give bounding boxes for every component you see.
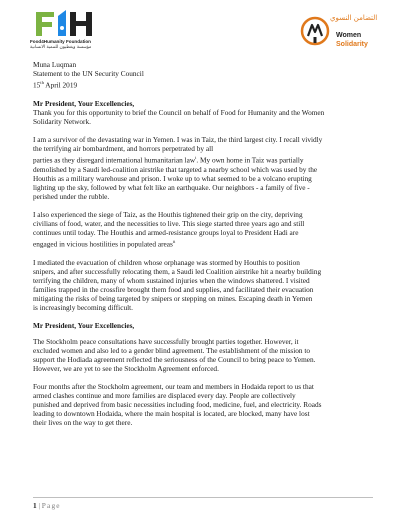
paragraph-4-line: snipers, and after successfully relocating them, a Saudi led Coalition airstrike hit a nearby building (33, 266, 322, 276)
paragraph-6-line: armed clashes continue and more families are displaced every day. People are collectively (33, 390, 296, 400)
footnote-marker: ii (172, 239, 176, 245)
food4humanity-logo (30, 6, 120, 58)
page-footer (33, 497, 373, 511)
paragraph-3-line: continues until today. The Houthis and armed-resistance groups loyal to President Hadi are (33, 228, 299, 238)
document-title: Statement to the UN Security Council (33, 69, 144, 79)
date-day: 15 (33, 80, 41, 90)
paragraph-2-line: Houthis as a military warehouse and prison. I woke up to what seemed to be a volcano erupting (33, 173, 312, 183)
paragraph-6-line: Four months after the Stockholm agreement, our team and members in Hodaida report to us that (33, 381, 314, 391)
paragraph-4-line: mitigating the risks of being targeted by snipers or stepping on mines. Escaping death in Yemen (33, 294, 313, 304)
food4humanity-logo-mark (30, 6, 112, 40)
footnote-marker: i (195, 155, 197, 161)
food4humanity-logo-name: Food4Humanity Foundation (30, 39, 91, 44)
food4humanity-logo-arabic: مؤسسة ويغطيون للتنمية الانسانية (30, 45, 92, 50)
paragraph-6-line: their lives on the way to get there. (33, 418, 133, 428)
paragraph-2-line: I am a survivor of the devastating war in Yemen. I was in Taiz, the third largest city. I recall vividly (33, 134, 323, 144)
paragraph-1-line: Solidarity Network. (33, 116, 91, 126)
paragraph-2-line: perished under the rubble. (33, 191, 110, 201)
paragraph-4-line: terrifying the children, many of whom sustained injuries when the windows shattered. I visited (33, 276, 310, 286)
paragraph-2-fragment: parties as they disregard international humanitarian law (33, 155, 196, 165)
paragraph-2-line (33, 153, 373, 165)
page-separator: | (36, 501, 42, 510)
paragraph-4-line: families trapped in the crossfire brought them food and supplies, and facilitated their evacuation (33, 285, 314, 295)
paragraph-6-line: leading to downtown Hodaida, where the main hospital is located, are blocked, many have lost (33, 409, 310, 419)
paragraph-6-line: punished and deprived from basic necessities including food, medicine, fuel, and electricity. Roads (33, 400, 322, 410)
paragraph-5-line: The Stockholm peace consultations have successfully brought parties together. However, it (33, 336, 299, 346)
date-suffix: th (40, 80, 44, 86)
document-date (33, 78, 373, 90)
greeting-heading-2: Mr President, Your Excellencies, (33, 321, 135, 331)
paragraph-3-fragment: engaged in vicious hostilities in populated areas (33, 239, 173, 249)
paragraph-2-line: the terrifying air bombardment, and horrors perpetrated by all (33, 144, 214, 154)
paragraph-4-line: is increasingly becoming difficult. (33, 303, 133, 313)
paragraph-3-line (33, 237, 373, 249)
paragraph-1-line: Thank you for this opportunity to brief the Council on behalf of Food for Humanity and the Women (33, 107, 325, 117)
women-solidarity-logo-name-line2: Solidarity (336, 41, 368, 48)
greeting-heading-1: Mr President, Your Excellencies, (33, 98, 135, 108)
women-solidarity-logo-name-line1: Women (336, 32, 362, 39)
page-label: Page (41, 501, 61, 510)
author-name: Muna Luqman (33, 60, 77, 69)
women-solidarity-logo (300, 6, 380, 56)
paragraph-2-fragment: . My own home in Taiz was partially (196, 155, 304, 165)
paragraph-4-line: I mediated the evacuation of children whose orphanage was stormed by Houthis to position (33, 257, 300, 267)
women-solidarity-logo-mark (300, 16, 330, 46)
women-solidarity-logo-arabic: التضامن النسوي (330, 14, 378, 22)
paragraph-5-line: excluded women and also led to a gender blind agreement. The establishment of the mission to (33, 345, 311, 355)
paragraph-2-line: demolished by a Saudi led-coalition airstrike that targeted a nearby school which was used by the (33, 164, 318, 174)
paragraph-3-line: I also experienced the siege of Taiz, as the Houthis tightened their grip on the city, depriving (33, 210, 303, 220)
page-number: 1 (33, 501, 37, 510)
paragraph-5-line: However, we are yet to see the Stockholm Agreement enforced. (33, 363, 219, 373)
date-rest: April 2019 (43, 80, 78, 90)
statement-body (33, 60, 373, 427)
paragraph-5-line: support the Hodiada agreement reflected the seriousness of the Council to bring peace to Yemen. (33, 354, 316, 364)
paragraph-3-line: civilians of food, water, and the necessities to live. This siege started three years ago and still (33, 219, 305, 229)
paragraph-2-line: lighting up the sky, followed by what felt like an earthquake. Our neighbors - a family of five - (33, 182, 310, 192)
